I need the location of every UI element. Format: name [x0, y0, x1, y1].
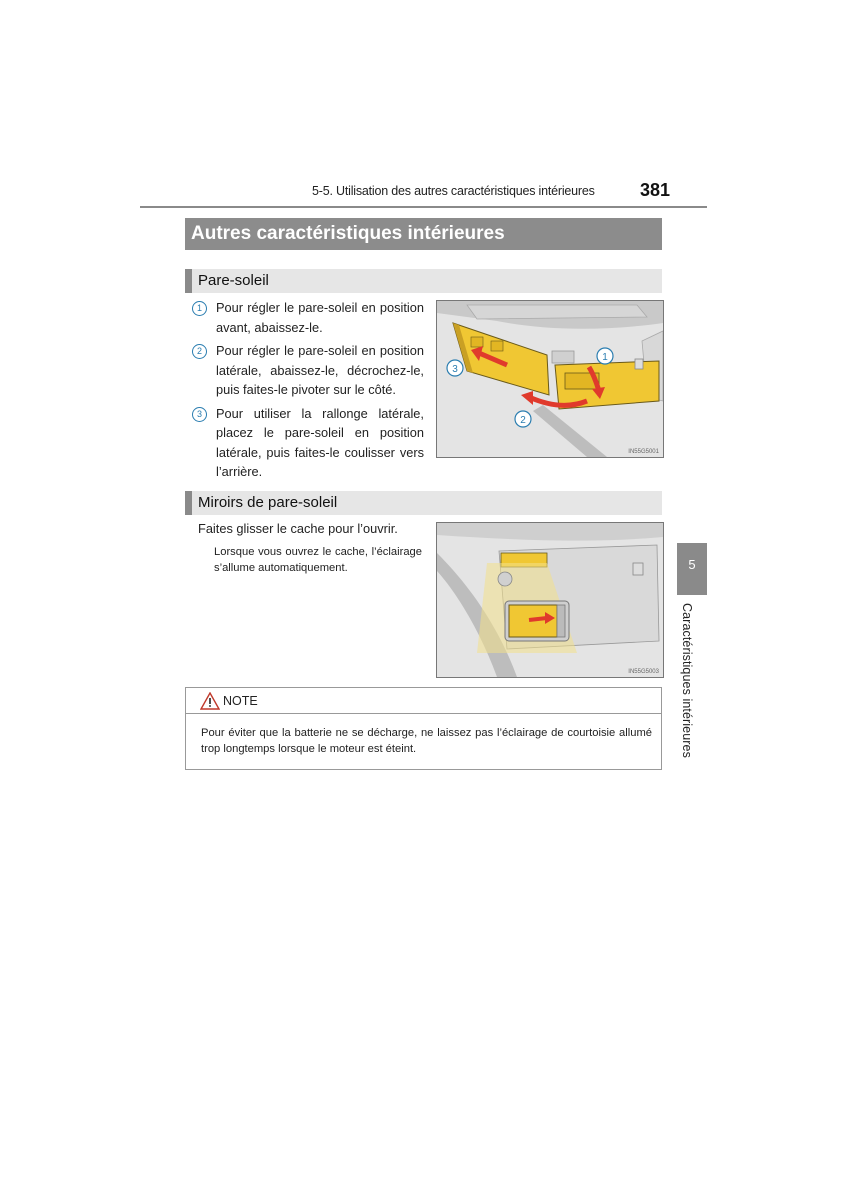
- step-item: [190, 298, 424, 337]
- section-heading-sun-visor: Pare-soleil: [185, 269, 662, 293]
- svg-text:1: 1: [602, 352, 608, 363]
- sun-visor-illustration: [436, 300, 664, 458]
- vanity-mirror-drawing: [437, 523, 663, 677]
- chapter-side-label: Caractéristiques intérieures: [680, 603, 694, 758]
- step-number-icon: 3: [192, 407, 207, 422]
- callout-3: [447, 360, 463, 376]
- note-label: NOTE: [223, 693, 258, 708]
- step-item: [190, 341, 424, 400]
- note-header: [186, 688, 661, 714]
- arrow-slide-icon: [529, 618, 547, 620]
- figure-code: IN55G5001: [628, 449, 659, 455]
- page-number: 381: [640, 180, 671, 200]
- step-text: Pour utiliser la rallonge latérale, placez le pare-soleil en position latérale, puis faites-le coulisser vers l’arrière.: [216, 405, 424, 479]
- step-text: Pour régler le pare-soleil en position latérale, abaissez-le, décrochez-le, puis faites-le pivoter sur le côté.: [216, 343, 424, 397]
- note-box: [185, 687, 662, 770]
- figure-code: IN55G5003: [628, 669, 659, 675]
- step-number-icon: 1: [192, 301, 207, 316]
- page-title: Autres caractéristiques intérieures: [185, 218, 662, 250]
- svg-text:2: 2: [520, 415, 526, 426]
- svg-text:3: 3: [452, 364, 458, 375]
- callout-1: [597, 348, 613, 364]
- header-rule: [140, 206, 707, 208]
- warning-triangle-icon: [200, 692, 220, 710]
- running-head: 5-5. Utilisation des autres caractéristiques intérieures: [312, 184, 595, 198]
- chapter-tab: 5: [677, 543, 707, 595]
- callout-2: [515, 411, 531, 427]
- sun-visor-steps: [190, 298, 424, 486]
- sun-visor-drawing: [437, 301, 663, 457]
- section-heading-mirrors: Miroirs de pare-soleil: [185, 491, 662, 515]
- vanity-mirror-illustration: [436, 522, 664, 678]
- note-text: Pour éviter que la batterie ne se décharge, ne laissez pas l’éclairage de courtoisie allumé trop longtemps lorsque le moteur est éteint.: [201, 727, 652, 755]
- mirror-instruction: Faites glisser le cache pour l’ouvrir.: [198, 521, 398, 536]
- mirror-detail: Lorsque vous ouvrez le cache, l’éclairage s’allume automatiquement.: [214, 546, 422, 574]
- step-number-icon: 2: [192, 344, 207, 359]
- step-text: Pour régler le pare-soleil en position avant, abaissez-le.: [216, 300, 424, 335]
- step-item: [190, 404, 424, 482]
